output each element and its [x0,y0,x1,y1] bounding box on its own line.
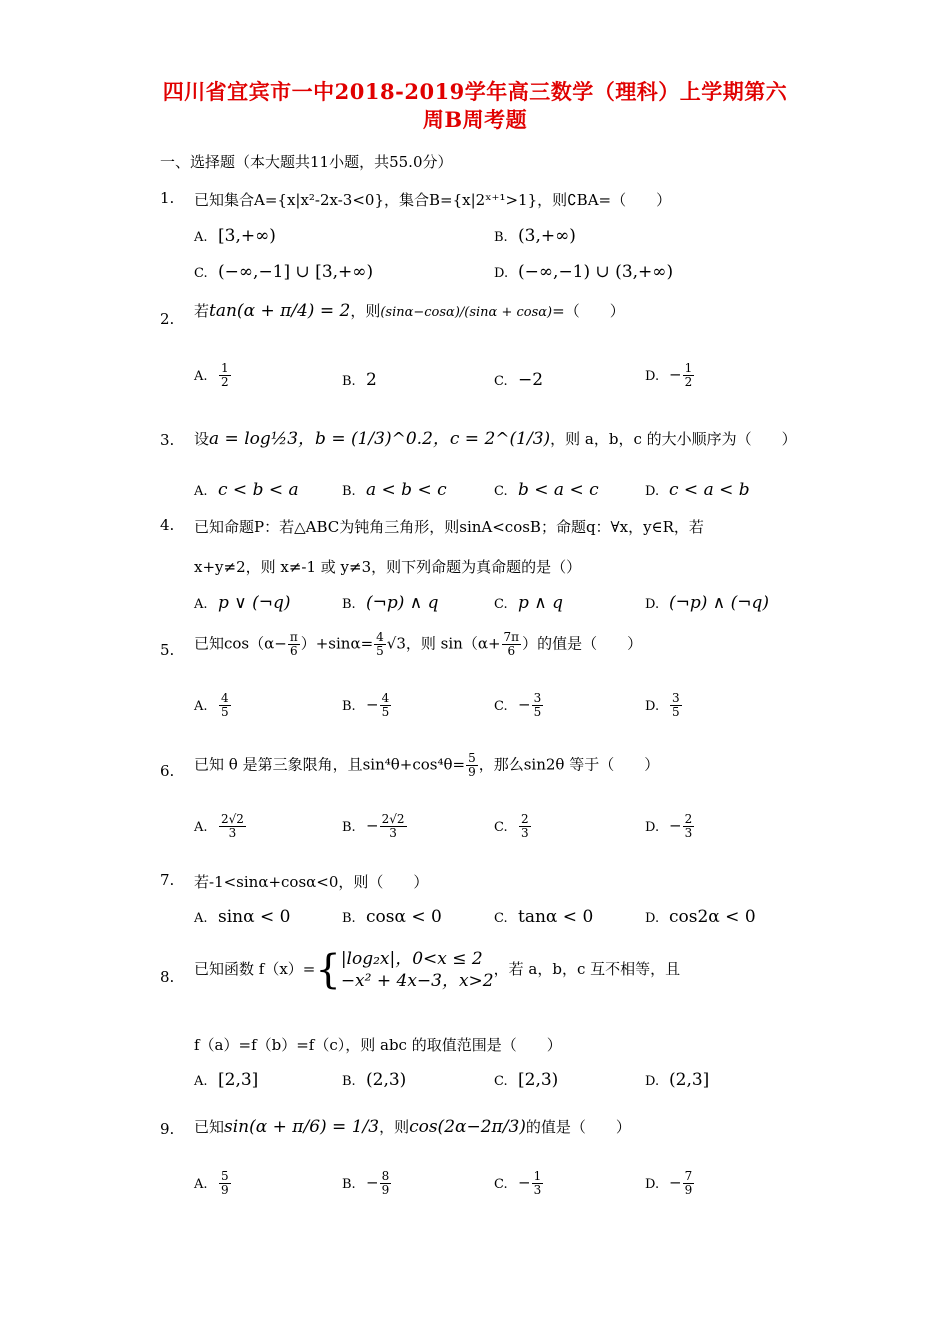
option-letter: D. [645,911,660,926]
q4-text-line-1: 已知命题P：若△ABC为钝角三角形，则sinA<cosB；命题q：∀x，y∈R，若 [194,518,704,536]
q7-option-d[interactable] [645,907,756,927]
q1-number: 1. [160,189,175,207]
fraction-numerator: 2 [684,812,693,826]
q2-text [194,300,625,321]
q2-pre: 若 [194,302,210,320]
q8-pre: 已知函数 f（x）= [194,960,316,978]
q2-option-b[interactable] [342,370,377,390]
option-letter: B. [342,1074,356,1089]
q6-option-c[interactable] [494,813,532,840]
four-fifths-fraction: $\frac{4}{5}$ [376,630,384,658]
option-sign: − [518,1173,531,1192]
page-title-line-1: 四川省宜宾市一中2018-2019学年高三数学（理科）上学期第六 [162,79,788,104]
option-letter: A. [194,1176,208,1192]
option-letter: A. [194,698,208,714]
option-value: cos2α < 0 [669,907,756,927]
q4-option-a[interactable] [194,593,291,613]
option-value: c < a < b [669,480,750,500]
option-letter: C. [494,1074,508,1089]
q9-pre: 已知 [194,1118,225,1136]
q3-option-a[interactable] [194,480,299,500]
option-letter: A. [194,911,208,926]
option-value: −2 [518,370,544,390]
option-fraction [683,1170,695,1197]
q9-option-a[interactable] [194,1170,232,1197]
q9-option-b[interactable] [342,1170,392,1197]
option-value: p ∨ (¬q) [218,593,291,613]
option-letter: B. [342,911,356,926]
q2-mid: ，则 [350,302,381,320]
piecewise-cases [341,948,494,992]
option-sign: − [366,816,379,835]
q5-text-part-4: ）的值是（ ） [522,634,643,653]
fraction-numerator: 1 [221,361,229,375]
q8-number: 8. [160,968,175,986]
q6-text-part-2: ，那么sin2θ 等于（ ） [478,755,660,774]
option-fraction [219,813,246,840]
option-value: c < b < a [218,480,299,500]
option-value: (¬p) ∧ q [366,593,439,613]
q4-option-d[interactable] [645,593,769,613]
fraction-denominator: 3 [684,826,693,840]
q8-option-c[interactable] [494,1070,558,1090]
option-letter: C. [494,698,508,714]
q9-expr2: cos(2α−2π/3) [409,1117,526,1137]
q6-option-a[interactable] [194,813,247,840]
q2-number: 2. [160,310,175,328]
q1-option-a[interactable] [194,226,276,246]
page-title-line-2: 周B周考题 [422,107,528,132]
q5-text-part-2: ）+sinα= [300,634,374,653]
fraction-denominator: 9 [221,1183,229,1197]
q8-text [194,948,680,992]
fraction-denominator: 5 [533,705,542,719]
option-fraction [219,692,231,719]
q2-option-a[interactable] [194,362,232,389]
q2-post: =（ ） [552,302,625,320]
q7-option-a[interactable] [194,907,290,927]
option-value: (2,3) [366,1070,407,1090]
seven-pi-over-6-fraction: $\frac{7\pi}{6}$ [503,630,520,658]
q3-option-c[interactable] [494,480,599,500]
option-value: (2,3] [669,1070,710,1090]
q6-text [194,752,659,779]
q8-text-line-2: f（a）=f（b）=f（c），则 abc 的取值范围是（ ） [194,1036,562,1054]
fraction-denominator: 2 [221,375,229,389]
option-letter: B. [342,819,356,835]
option-fraction [683,362,695,389]
option-fraction [670,692,682,719]
option-letter: A. [194,597,208,612]
option-sign: − [669,816,682,835]
left-brace-icon: { [315,947,341,993]
option-sign: − [366,1173,379,1192]
q4-option-c[interactable] [494,593,563,613]
q3-post: ，则 a，b，c 的大小顺序为（ ） [550,430,797,448]
case-1: |log₂x|，0<x ≤ 2 [340,949,483,969]
option-letter: D. [645,1074,660,1089]
q8-post: ，若 a，b，c 互不相等，且 [493,960,681,978]
q7-text: 若-1<sinα+cosα<0，则（ ） [194,873,429,891]
q5-number: 5. [160,641,175,659]
option-letter: C. [494,1176,508,1192]
q3-number: 3. [160,431,175,449]
option-letter: B. [494,230,508,245]
fraction-numerator: 3 [533,691,542,705]
q6-number: 6. [160,762,175,780]
option-value: [2,3] [218,1070,259,1090]
q5-text-part-1: 已知cos（α− [194,634,287,653]
option-value: sinα < 0 [218,907,291,927]
option-letter: A. [194,230,208,245]
q3-text [194,424,797,449]
option-letter: B. [342,698,356,714]
fraction-denominator: 5 [381,705,390,719]
q5-text-part-3: √3，则 sin（α+ [386,634,501,653]
q9-mid: ，则 [379,1118,410,1136]
q6-text-part-1: 已知 θ 是第三象限角，且sin⁴θ+cos⁴θ= [194,755,466,774]
option-letter: D. [645,484,660,499]
option-letter: D. [645,819,660,835]
case-2: −x² + 4x−3，x>2 [340,971,494,991]
q1-option-b[interactable] [494,226,576,246]
q6-option-d[interactable] [645,813,695,840]
option-sign: − [518,695,531,714]
option-letter: D. [645,698,660,714]
five-ninths-fraction: $\frac{5}{9}$ [468,751,476,779]
fraction-numerator: 8 [381,1169,390,1183]
q1-option-d[interactable] [494,262,673,282]
q4-number: 4. [160,516,175,534]
q9-expr: sin(α + π/6) = 1/3 [224,1117,380,1137]
q2-option-d[interactable] [645,362,695,389]
option-sign: − [366,695,379,714]
option-letter: C. [494,484,508,499]
option-fraction [380,813,407,840]
q8-option-d[interactable] [645,1070,709,1090]
option-sign: − [669,365,682,384]
q9-text [194,1116,631,1137]
option-value: cosα < 0 [366,907,442,927]
q1-text: 已知集合A={x|x²-2x-3<0}，集合B={x|2ˣ⁺¹>1}，则∁BA=（ ） [194,191,672,209]
q7-option-b[interactable] [342,907,442,927]
option-letter: A. [194,484,208,499]
fraction-numerator: 2 [521,812,529,826]
fraction-numerator: 2√2 [221,812,244,826]
option-fraction [219,1170,231,1197]
option-value: [2,3) [518,1070,559,1090]
q2-option-c[interactable] [494,370,543,390]
option-letter: B. [342,1176,356,1192]
q7-number: 7. [160,871,175,889]
q3-pre: 设 [194,430,210,448]
option-letter: C. [494,911,508,926]
option-fraction [519,813,531,840]
fraction-denominator: 2 [684,375,693,389]
option-fraction [380,692,392,719]
option-value: p ∧ q [518,593,564,613]
option-sign: − [669,1173,682,1192]
q3-option-d[interactable] [645,480,750,500]
fraction-numerator: 4 [221,691,229,705]
option-letter: B. [342,374,356,389]
q3-option-b[interactable] [342,480,447,500]
option-letter: B. [342,484,356,499]
q3-expr: a = log½3，b = (1/3)^0.2，c = 2^(1/3) [209,429,551,449]
option-letter: D. [494,266,509,281]
option-letter: C. [194,266,208,281]
option-value: tanα < 0 [518,907,594,927]
q4-text-line-2: x+y≠2，则 x≠-1 或 y≠3，则下列命题为真命题的是（） [194,558,582,576]
fraction-denominator: 3 [521,826,529,840]
q4-option-b[interactable] [342,593,439,613]
option-letter: C. [494,819,508,835]
q5-option-a[interactable] [194,692,232,719]
q1-option-c[interactable] [194,262,373,282]
option-fraction [380,1170,392,1197]
fraction-denominator: 5 [672,705,680,719]
option-letter: D. [645,597,660,612]
q5-option-c[interactable] [494,692,544,719]
q5-text [194,631,642,658]
fraction-denominator: 9 [684,1183,693,1197]
q2-expr2: (sinα−cosα)/(sinα + cosα) [380,305,553,320]
q9-option-d[interactable] [645,1170,695,1197]
option-value: a < b < c [366,480,447,500]
option-fraction [532,692,544,719]
fraction-numerator: 1 [533,1169,542,1183]
option-letter: D. [645,1176,660,1192]
option-value: (−∞,−1) ∪ (3,+∞) [518,262,674,282]
option-fraction [683,813,695,840]
q6-option-b[interactable] [342,813,408,840]
fraction-denominator: 3 [228,826,237,840]
q9-option-c[interactable] [494,1170,544,1197]
option-letter: C. [494,597,508,612]
q8-option-b[interactable] [342,1070,406,1090]
fraction-numerator: 5 [221,1169,229,1183]
option-value: 2 [366,370,377,390]
option-value: b < a < c [518,480,599,500]
option-value: (3,+∞) [518,226,576,246]
option-value: [3,+∞) [218,226,276,246]
q2-expr: tan(α + π/4) = 2 [209,301,351,321]
q7-option-c[interactable] [494,907,593,927]
option-fraction [219,362,231,389]
section-header: 一、选择题（本大题共11小题，共55.0分） [160,153,453,171]
fraction-denominator: 3 [533,1183,542,1197]
fraction-denominator: 3 [389,826,397,840]
q8-option-a[interactable] [194,1070,258,1090]
fraction-denominator: 9 [381,1183,390,1197]
fraction-denominator: 5 [221,705,229,719]
option-value: (¬p) ∧ (¬q) [669,593,770,613]
q9-number: 9. [160,1120,175,1138]
option-letter: A. [194,368,208,384]
option-value: (−∞,−1] ∪ [3,+∞) [218,262,374,282]
q5-option-b[interactable] [342,692,392,719]
q5-option-d[interactable] [645,692,683,719]
option-letter: C. [494,374,508,389]
fraction-numerator: 4 [381,691,390,705]
fraction-numerator: 3 [672,691,680,705]
option-letter: B. [342,597,356,612]
option-letter: D. [645,368,660,384]
fraction-numerator: 2√2 [381,812,405,826]
option-letter: A. [194,819,208,835]
pi-over-6-fraction: $\frac{\pi}{6}$ [289,630,298,658]
option-letter: A. [194,1074,208,1089]
q9-post: 的值是（ ） [525,1118,631,1136]
option-fraction [532,1170,544,1197]
fraction-numerator: 7 [684,1169,693,1183]
fraction-numerator: 1 [684,361,693,375]
